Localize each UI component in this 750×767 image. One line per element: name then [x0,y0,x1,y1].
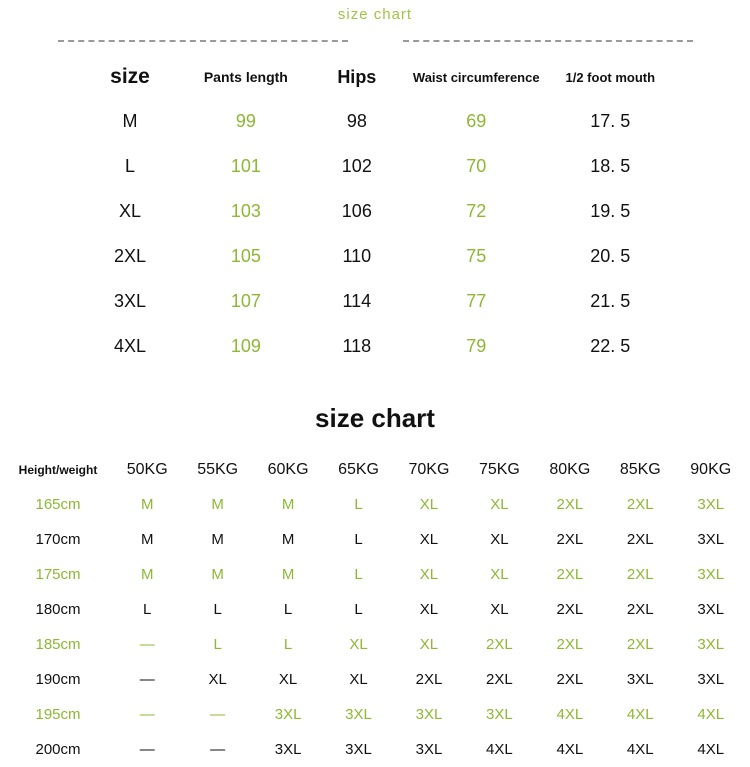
column-header-hips: Hips [337,66,377,87]
cell-size: 3XL [697,566,725,583]
table-row [4,662,746,697]
cell-waist: 69 [466,111,487,131]
table-row [4,522,746,557]
cell-size: 2XL [415,671,443,688]
column-header-foot-mouth: 1/2 foot mouth [565,69,656,85]
cell-size: 2XL [113,246,146,266]
cell-size: 2XL [626,531,654,548]
table-row [75,279,675,324]
table-row [75,144,675,189]
cell-size: XL [419,496,439,513]
cell-waist: 75 [466,246,487,266]
cell-size: L [354,601,363,618]
cell-size: 4XL [626,741,654,758]
table-row [4,557,746,592]
cell-size: 3XL [626,671,654,688]
cell-size: 3XL [697,601,725,618]
column-header-size: size [110,65,150,88]
cell-size: L [354,531,363,548]
cell-foot-mouth: 19. 5 [590,201,631,221]
cell-pants-length: 109 [230,336,261,356]
cell-size: L [143,601,152,618]
cell-size: 3XL [415,741,443,758]
cell-size: L [283,601,293,618]
cell-size: 4XL [556,706,584,723]
cell-size: 3XL [486,706,513,723]
cell-size: 2XL [556,496,584,513]
cell-pants-length: 105 [230,246,261,266]
row-label-height: 195cm [35,706,81,723]
cell-size: M [140,496,154,513]
cell-size: XL [419,566,439,583]
cell-size: M [281,531,295,548]
cell-waist: 70 [466,156,487,176]
cell-hips: 106 [341,201,372,221]
cell-hips: 110 [342,246,372,266]
cell-foot-mouth: 18. 5 [590,156,631,176]
table-row [4,697,746,732]
cell-size: L [213,636,222,653]
column-header-90kg: 90KG [690,460,732,478]
table-row [4,592,746,627]
table-row [75,189,675,234]
cell-size: 4XL [697,706,725,723]
measurements-table [75,64,675,369]
cell-size: 2XL [626,496,654,513]
column-header-65kg: 65KG [338,460,379,478]
cell-size: 3XL [345,706,372,723]
cell-size: M [211,496,224,513]
cell-size: XL [278,671,298,688]
cell-size: 2XL [626,601,654,618]
cell-foot-mouth: 22. 5 [590,336,631,356]
cell-size: 2XL [556,566,584,583]
column-header-85kg: 85KG [619,460,661,478]
column-header-waist-circumference: Waist circumference [412,69,540,85]
cell-size: 4XL [626,706,654,723]
cell-size: XL [419,636,439,653]
row-label-height: 200cm [35,741,81,758]
cell-size: XL [208,671,227,688]
table-header-row [75,64,675,99]
cell-waist: 79 [466,336,487,356]
cell-size: 4XL [556,741,584,758]
cell-size: L [213,601,222,618]
cell-size: L [283,636,293,653]
cell-size: XL [349,636,368,653]
cell-size: 2XL [486,636,513,653]
cell-size: M [211,531,224,548]
cell-size: 3XL [113,291,146,311]
table-row [4,627,746,662]
cell-size: M [211,566,224,583]
cell-size: 3XL [274,706,302,723]
cell-size: 2XL [556,671,584,688]
column-header-80kg: 80KG [549,460,591,478]
cell-size: 4XL [113,336,146,356]
cell-hips: 118 [342,336,372,356]
table-header-row [4,452,746,487]
column-header-height-weight: Height/weight [18,462,98,477]
divider-right [403,40,693,42]
table-row [75,99,675,144]
cell-size: 3XL [415,706,443,723]
cell-size: 2XL [556,636,584,653]
cell-hips: 114 [342,291,372,311]
column-header-75kg: 75KG [478,460,520,478]
cell-size: XL [349,671,368,688]
cell-size: — [139,636,155,653]
cell-pants-length: 101 [230,156,261,176]
table-row [4,487,746,522]
row-label-height: 170cm [35,531,81,548]
cell-pants-length: 107 [230,291,261,311]
cell-size: 2XL [556,531,584,548]
column-header-pants-length: Pants length [203,69,288,85]
cell-pants-length: 103 [230,201,261,221]
column-header-70kg: 70KG [408,460,450,478]
cell-waist: 77 [466,291,487,311]
cell-size: XL [118,201,141,221]
cell-waist: 72 [466,201,487,221]
row-label-height: 190cm [35,671,81,688]
row-label-height: 185cm [35,636,81,653]
cell-size: 3XL [697,671,725,688]
cell-size: XL [490,566,509,583]
cell-size: XL [490,601,509,618]
column-header-55kg: 55KG [197,460,239,478]
cell-size: 2XL [486,671,513,688]
cell-size: L [354,496,363,513]
cell-size: — [139,706,155,723]
page-title: size chart [337,6,413,23]
cell-size: — [139,671,155,688]
cell-foot-mouth: 21. 5 [590,291,631,311]
cell-size: — [210,741,226,758]
cell-size: 2XL [626,566,654,583]
cell-size: M [140,566,154,583]
cell-hips: 102 [341,156,372,176]
cell-size: 3XL [274,741,302,758]
cell-size: L [124,156,135,176]
cell-size: 3XL [697,636,725,653]
table-row [75,324,675,369]
cell-size: 2XL [626,636,654,653]
cell-size: XL [490,531,509,548]
height-weight-table [4,452,746,767]
cell-size: 3XL [697,496,725,513]
cell-hips: 98 [346,111,367,131]
cell-size: XL [490,496,509,513]
cell-size: L [354,566,363,583]
section-title-size-chart: size chart [315,403,435,433]
cell-size: 4XL [697,741,725,758]
row-label-height: 165cm [35,496,81,513]
cell-size: XL [419,531,439,548]
row-label-height: 175cm [35,566,81,583]
cell-size: M [281,496,295,513]
cell-size: M [140,531,154,548]
cell-size: — [139,741,155,758]
cell-size: 3XL [345,741,372,758]
divider-row [0,32,750,50]
cell-size: 2XL [556,601,584,618]
cell-foot-mouth: 20. 5 [590,246,631,266]
column-header-60kg: 60KG [267,460,309,478]
cell-size: M [281,566,295,583]
cell-foot-mouth: 17. 5 [590,111,631,131]
table-row [4,732,746,767]
table-row [75,234,675,279]
divider-left [58,40,348,42]
cell-size: 4XL [486,741,513,758]
cell-size: 3XL [697,531,725,548]
cell-pants-length: 99 [235,111,256,131]
column-header-50kg: 50KG [126,460,168,478]
cell-size: M [122,111,138,131]
cell-size: — [210,706,226,723]
row-label-height: 180cm [35,601,81,618]
cell-size: XL [419,601,439,618]
